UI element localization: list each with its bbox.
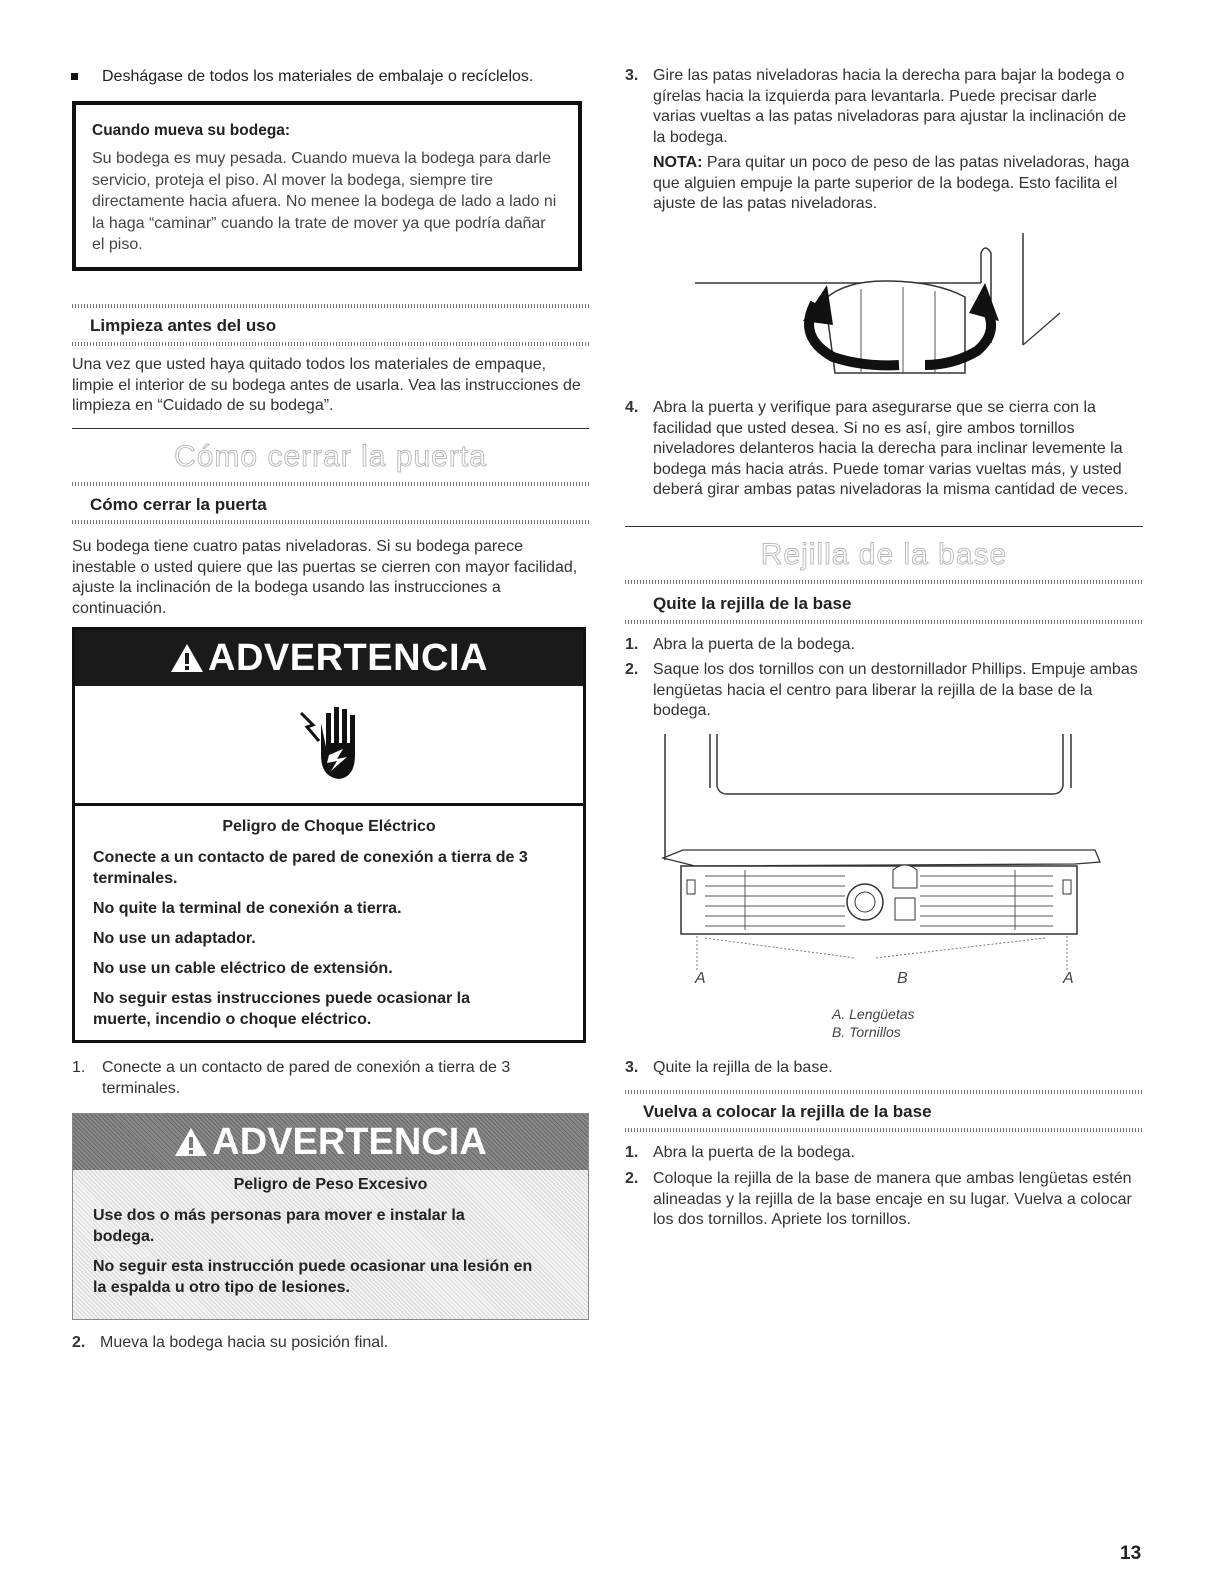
cleaning-heading: Limpieza antes del uso — [90, 316, 277, 335]
warning-line: No use un adaptador. — [93, 930, 256, 947]
section-rule — [625, 526, 1143, 527]
notice-title: Cuando mueva su bodega: — [92, 122, 291, 139]
step-item: 4. Abra la puerta y verifique para asegurarse que se cierra con la facilidad que usted desea. Si no es así, gire ambos tornillos niveladores delanteros hacia la derecha para inclinar levemente la bodega más hacia atrás. Puede tomar varias vueltas más, y usted deberá girar ambas patas niveladoras la misma cantidad de veces. — [625, 399, 1128, 498]
label-b: B — [897, 970, 908, 987]
divider-hatch — [72, 342, 589, 346]
section-title: Cómo cerrar la puerta — [174, 440, 487, 473]
warning-triangle-icon — [170, 642, 204, 674]
note-paragraph: NOTA: Para quitar un poco de peso de las patas niveladoras, haga que alguien empuje la parte superior de la bodega. Esto facilita el ajuste de las patas niveladoras. — [653, 154, 1130, 212]
warning-subtitle: Peligro de Peso Excesivo — [233, 1176, 428, 1193]
step-item: 1. Abra la puerta de la bodega. — [625, 636, 855, 653]
divider-hatch — [72, 520, 589, 524]
warning-line: Use dos o más personas para mover e instalar la bodega. — [93, 1207, 465, 1245]
close-door-body: Su bodega tiene cuatro patas niveladoras. Si su bodega parece inestable o usted quiere que las puertas se cierren con mayor facilidad, ajuste la inclinación de la bodega usando las instrucciones a continuación. — [72, 538, 578, 617]
notice-body: Su bodega es muy pesada. Cuando mueva la bodega para darle servicio, proteja el piso. Al mover la bodega, siempre tire directamente hacia afuera. No menee la bodega de lado a lado ni la haga “caminar” cuando la trate de mover ya que podría dañar el piso. — [92, 150, 557, 253]
warning-line: No use un cable eléctrico de extensión. — [93, 960, 393, 977]
cleaning-body: Una vez que usted haya quitado todos los materiales de empaque, limpie el interior de su bodega antes de usarla. Vea las instrucciones de limpieza en “Cuidado de su bodega”. — [72, 356, 581, 414]
step-item: 1. Abra la puerta de la bodega. — [625, 1144, 855, 1161]
disposal-bullet: Deshágase de todos los materiales de embalaje o recíclelos. — [88, 66, 533, 88]
excess-weight-warning — [72, 1113, 589, 1320]
note-label: NOTA: — [653, 154, 703, 171]
warning-line: No seguir esta instrucción puede ocasionar una lesión en la espalda u otro tipo de lesiones. — [93, 1258, 533, 1296]
step-item: 3. Gire las patas niveladoras hacia la derecha para bajar la bodega o gírelas hacia la izquierda para levantarla. Puede precisar darle varias vueltas a las patas niveladoras para ajustar la inclinación de la bodega. — [625, 67, 1127, 146]
step-item: 2. Coloque la rejilla de la base de manera que ambas lengüetas estén alineadas y la rejilla de la base encaje en su lugar. Vuelva a colocar los dos tornillos. Apriete los tornillos. — [625, 1170, 1132, 1228]
warning-line: Conecte a un contacto de pared de conexión a tierra de 3 terminales. — [93, 849, 528, 887]
close-door-heading: Cómo cerrar la puerta — [90, 495, 267, 514]
step-item: 2. Mueva la bodega hacia su posición final. — [72, 1334, 389, 1351]
warning-line: No quite la terminal de conexión a tierra. — [93, 900, 402, 917]
section-title: Rejilla de la base — [760, 538, 1008, 571]
divider-hatch — [625, 1128, 1143, 1132]
warning-banner: ADVERTENCIA — [73, 1114, 588, 1170]
section-rule — [72, 428, 589, 429]
moving-notice-box — [72, 101, 582, 271]
caption-screws: B. Tornillos — [832, 1024, 901, 1040]
divider-hatch — [625, 580, 1143, 584]
bullet-icon — [71, 73, 78, 80]
electric-shock-warning — [72, 627, 586, 1043]
replace-grille-heading: Vuelva a colocar la rejilla de la base — [643, 1102, 932, 1121]
page-number: 13 — [1120, 1543, 1142, 1564]
remove-grille-heading: Quite la rejilla de la base — [653, 594, 852, 613]
warning-line: No seguir estas instrucciones puede ocasionar la muerte, incendio o choque eléctrico. — [93, 990, 471, 1028]
caption-tabs: A. Lengüetas — [832, 1006, 915, 1022]
divider-hatch — [625, 1090, 1143, 1094]
divider-hatch — [72, 304, 589, 308]
warning-subtitle: Peligro de Choque Eléctrico — [222, 818, 436, 835]
step-item: 3. Quite la rejilla de la base. — [625, 1059, 833, 1076]
divider-hatch — [72, 482, 589, 486]
step-item: 2. Saque los dos tornillos con un destornillador Phillips. Empuje ambas lengüetas hacia el centro para liberar la rejilla de la base de la bodega. — [625, 661, 1138, 719]
electric-shock-hazard-icon — [299, 705, 359, 785]
warning-banner: ADVERTENCIA — [75, 630, 583, 686]
base-grille-illustration — [655, 730, 1115, 990]
divider-hatch — [625, 620, 1143, 624]
step-item: 1. Conecte a un contacto de pared de conexión a tierra de 3 terminales. — [72, 1059, 511, 1097]
leveling-leg-illustration — [685, 225, 1105, 385]
label-a-right: A — [1063, 970, 1074, 987]
label-a-left: A — [695, 970, 706, 987]
warning-triangle-icon — [174, 1126, 208, 1158]
